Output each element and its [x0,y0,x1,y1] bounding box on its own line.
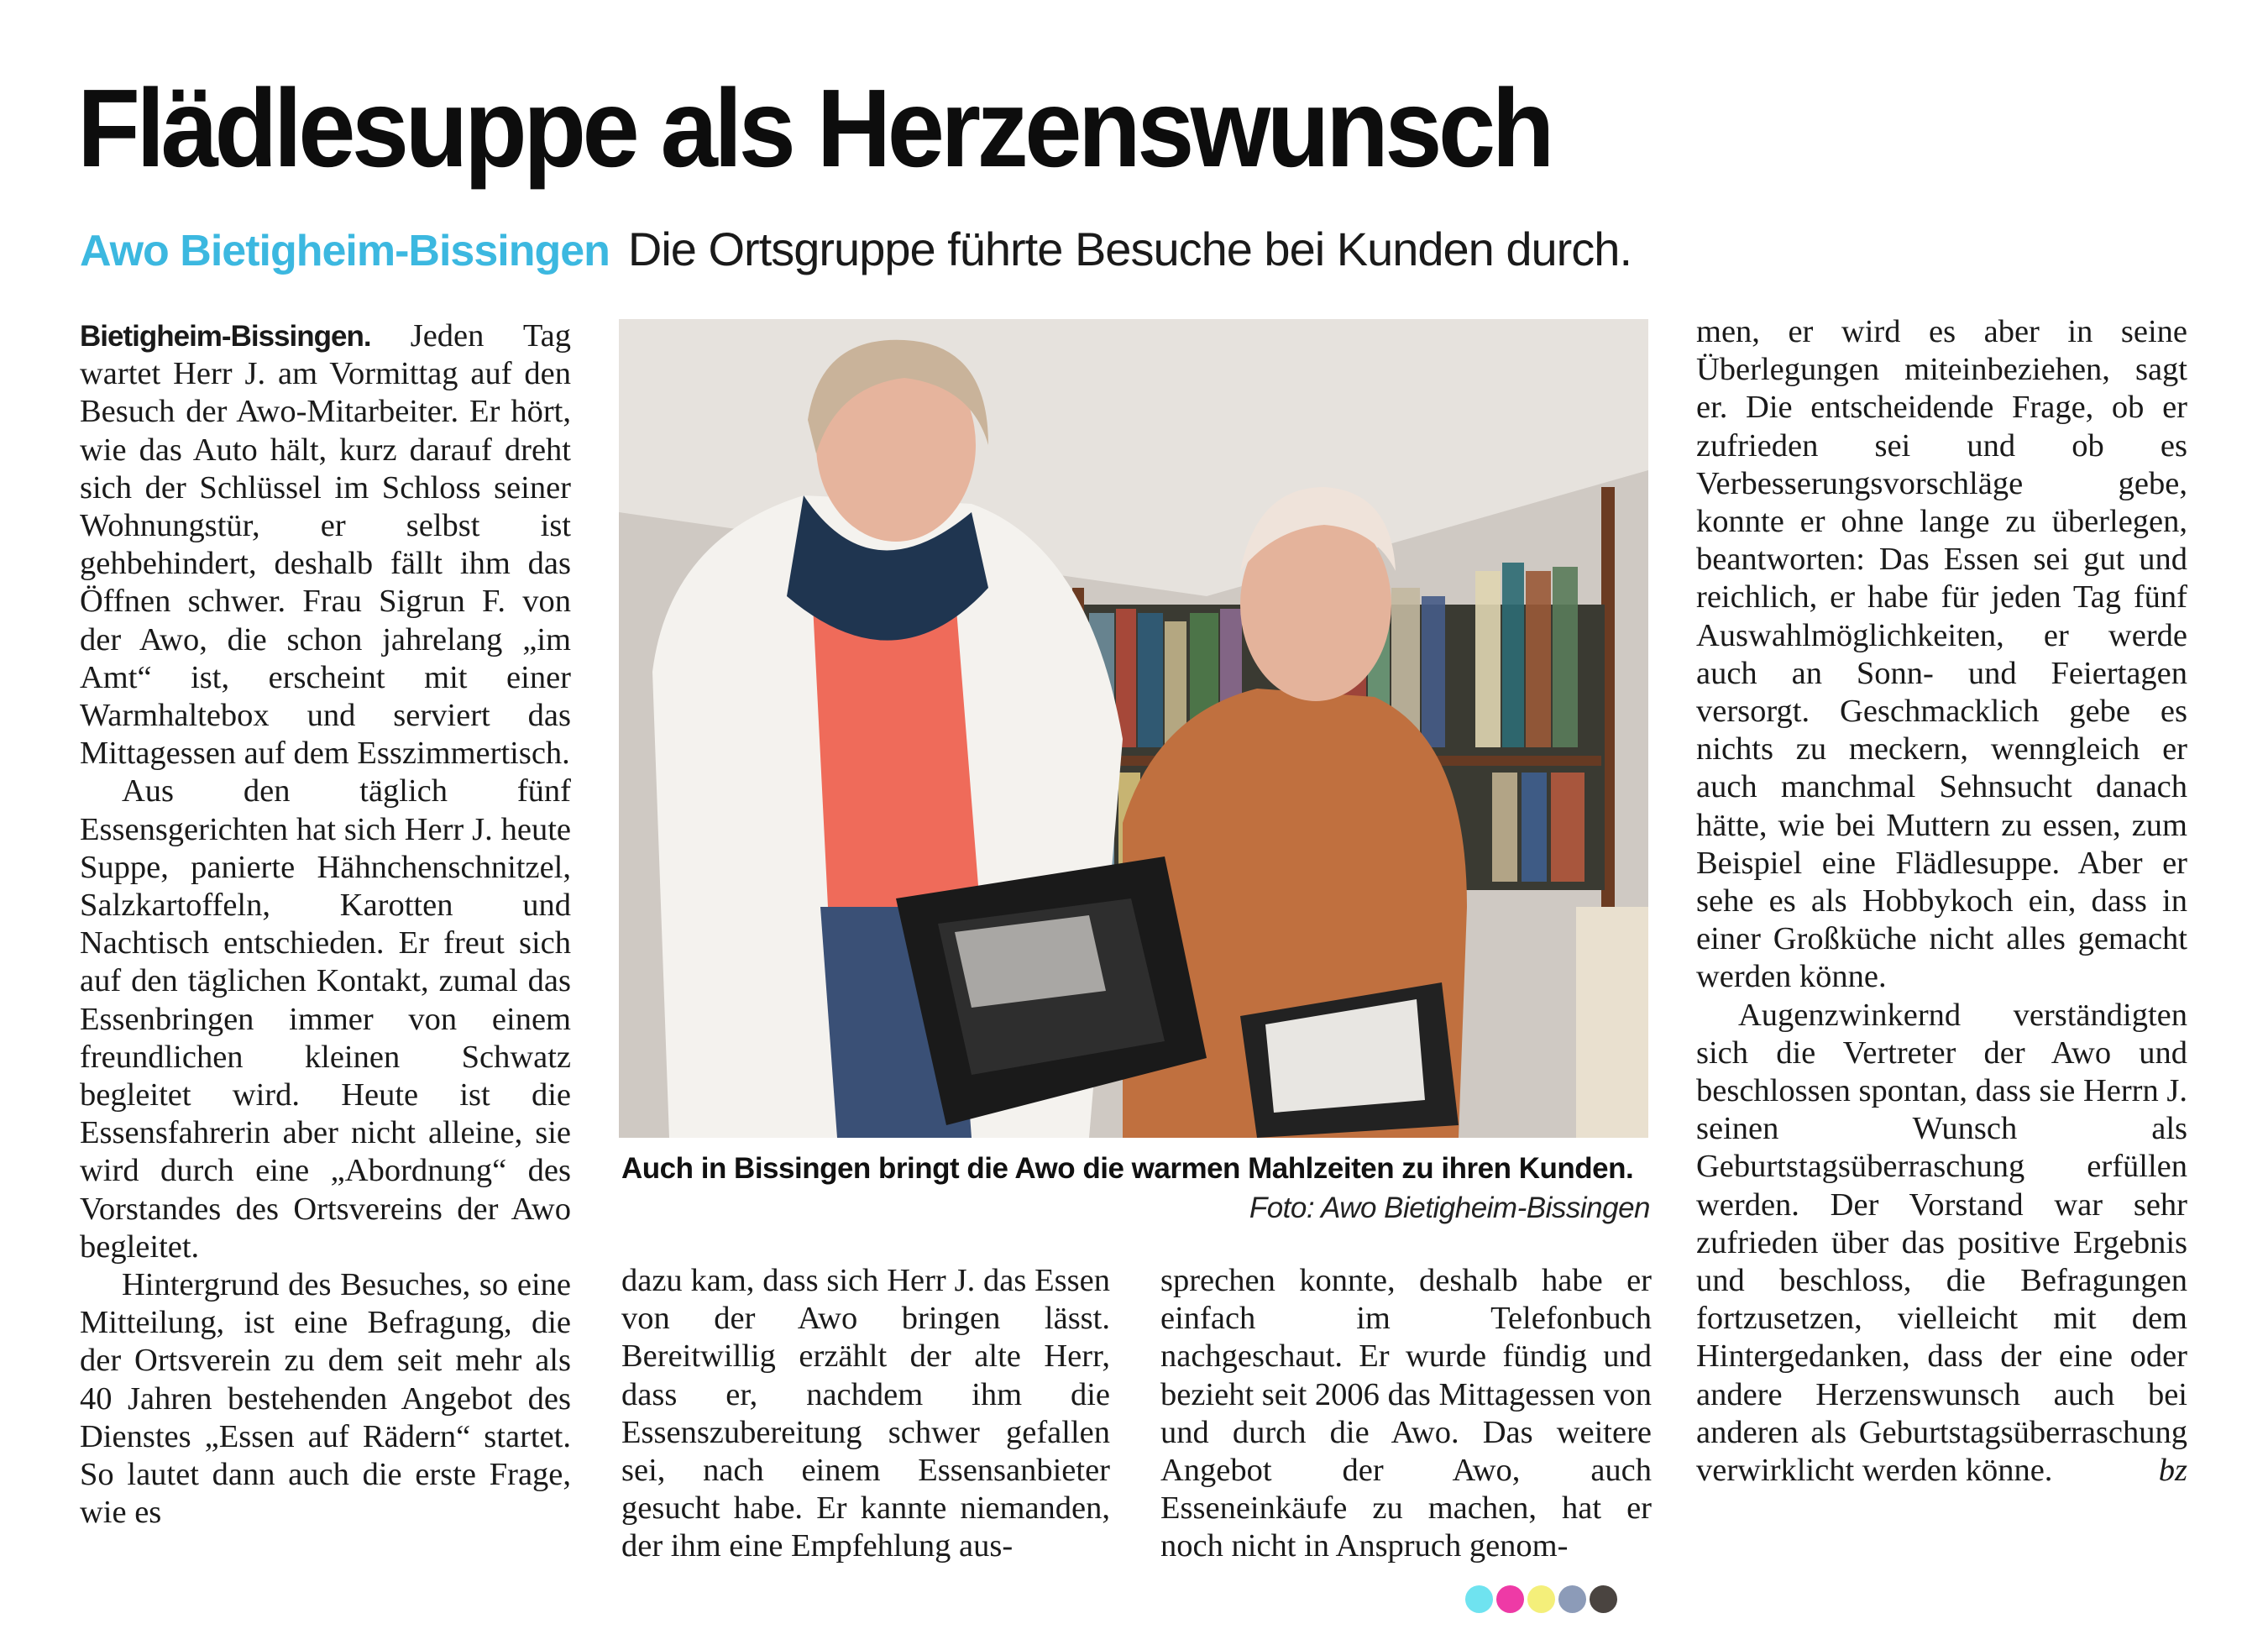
kicker: Awo Bietigheim-Bissingen [80,227,610,275]
print-register-marks [1465,1585,1617,1613]
yellow-dot-icon [1527,1585,1555,1613]
paragraph: Aus den täglich fünf Essensgerichten hat sich Herr J. heute Suppe, panierte Hähnchenschnitzel, Salzkartoffeln, Karotten und Nachtisch entschieden. Er freut sich auf den täglichen Kontakt, zumal das Essenbringen immer von einem freundlichen kleinen Schwatz begleitet wird. Heute ist die Essensfahrerin aber nicht alleine, sie wird durch eine „Abordnung“ des Vorstandes des Ortsvereins der Awo begleitet. [80,773,571,1265]
paragraph [1696,997,2187,1490]
article-photo [619,319,1648,1138]
black-dot-icon [1590,1585,1617,1613]
subheadline [80,220,1632,291]
photo-caption [621,1149,1650,1224]
caption-text: Auch in Bissingen bringt die Awo die warmen Mahlzeiten zu ihren Kunden. [621,1152,1634,1185]
photo-credit: Foto: Awo Bietigheim-Bissingen [1249,1192,1650,1224]
column-4 [1696,313,2187,1490]
photo-illustration [619,319,1648,1138]
paragraph: men, er wird es aber in seine Überlegungen miteinbeziehen, sagt er. Die entscheidende Frage, ob er zufrieden sei und ob es Verbesserungsvorschläge gebe, konnte er ohne lange zu überlegen, beantworten: Das Essen sei gut und reichlich, er habe für jeden Tag fünf Auswahlmöglichkeiten, er werde auch an Sonn- und Feiertagen versorgt. Geschmacklich gebe es nichts zu meckern, wenngleich er auch manchmal Sehnsucht danach hätte, wie bei Muttern zu essen, zum Beispiel eine Flädlesuppe. Aber er sehe es als Hobbykoch ein, dass in einer Großküche nicht alles gemacht werden könne. [1696,314,2187,995]
paragraph-text: Augenzwinkernd verständigten sich die Vertreter der Awo und beschlossen spontan, dass sie Herrn J. seinen Wunsch als Geburtstagsüberraschung erfüllen werden. Der Vorstand war sehr zufrieden über das positive Ergebnis und beschloss, die Befragungen fortzusetzen, vielleicht mit dem Hintergedanken, dass der eine oder andere Herzenswunsch auch bei anderen als Geburtstagsüberraschung verwirklicht werden könne. [1696,997,2187,1489]
headline: Flädlesuppe als Herzenswunsch [77,66,1551,190]
cyan-dot-icon [1465,1585,1493,1613]
paragraph-text: Jeden Tag wartet Herr J. am Vormittag auf den Besuch der Awo-Mitarbeiter. Er hört, wie das Auto hält, kurz darauf dreht sich der Schlüssel im Schloss seiner Wohnungstür, er selbst ist gehbehindert, deshalb fällt ihm das Öffnen schwer. Frau Sigrun F. von der Awo, die schon jahrelang „im Amt“ ist, erscheint mit einer Warmhaltebox und serviert das Mittagessen auf dem Esszimmertisch. [80,318,571,772]
paragraph [80,317,571,773]
paragraph: dazu kam, dass sich Herr J. das Essen von der Awo bringen lässt. Bereitwillig erzählt der alte Herr, dass er, nachdem ihm die Essenszubereitung schwer gefallen sei, nach einem Essensanbieter gesucht habe. Er kannte niemanden, der ihm eine Empfehlung aus- [621,1263,1110,1564]
grey-dot-icon [1558,1585,1586,1613]
dek: Die Ortsgruppe führte Besuche bei Kunden durch. [627,223,1632,275]
dateline: Bietigheim-Bissingen. [80,320,371,353]
column-2 [621,1262,1110,1566]
paragraph: Hintergrund des Besuches, so eine Mitteilung, ist eine Befragung, die der Ortsverein zu dem seit mehr als 40 Jahren bestehenden Angebot des Dienstes „Essen auf Rädern“ startet. So lautet dann auch die erste Frage, wie es [80,1267,571,1531]
column-3 [1160,1262,1652,1566]
column-1 [80,317,571,1532]
paragraph: sprechen konnte, deshalb habe er einfach im Telefonbuch nachgeschaut. Er wurde fündig und bezieht seit 2006 das Mittagessen von und durch die Awo. Das weitere Angebot der Awo, auch Esseneinkäufe zu machen, hat er noch nicht in Anspruch genom- [1160,1263,1652,1564]
author-signature: bz [2158,1453,2187,1489]
magenta-dot-icon [1496,1585,1524,1613]
